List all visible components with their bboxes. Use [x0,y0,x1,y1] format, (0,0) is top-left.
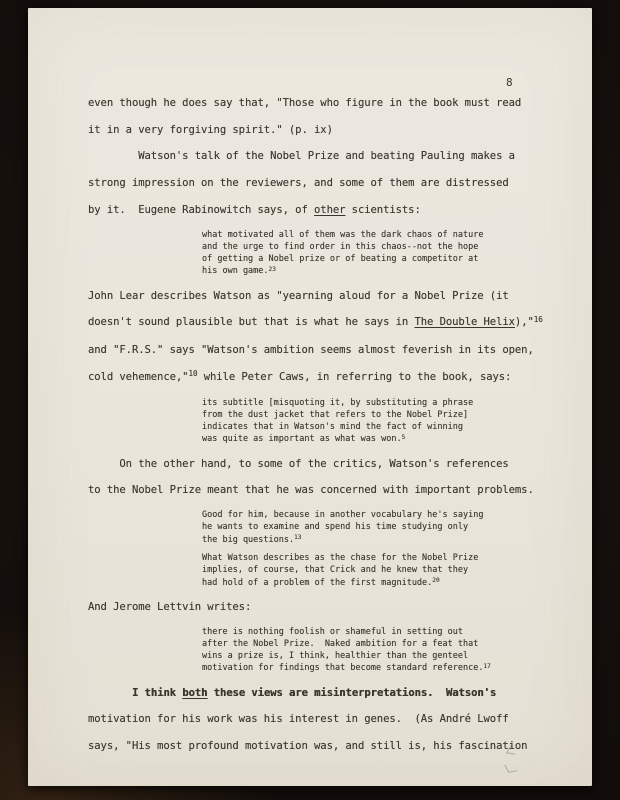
text-segment: was quite as important as what was won. [202,434,402,445]
text-line [88,143,580,170]
text-line [88,733,580,760]
text-segment: And Jerome Lettvin writes: [88,600,252,613]
text-line [202,521,580,533]
quote-lettvin [88,626,580,676]
text-line [88,594,580,621]
text-segment: motivation for findings that become standard reference. [202,663,484,674]
text-segment: and "F.R.S." says "Watson's ambition seems almost feverish in its open, [88,344,534,357]
footnote-reference: 13 [294,533,302,541]
text-segment: Good for him, because in another vocabulary he's saying [202,510,484,521]
footnote-reference: 5 [401,433,406,441]
text-segment: indicates that in Watson's mind the fact of winning [202,422,463,433]
paragraph-watsons-talk [88,143,580,223]
text-segment: its subtitle [misquoting it, by substituting a phrase [202,397,474,408]
text-segment: from the dust jacket that refers to the Nobel Prize] [202,409,469,420]
text-line [202,650,580,662]
page-number: 8 [506,76,513,89]
footnote-reference: 17 [483,662,491,670]
paragraph-other-hand [88,451,580,504]
text-segment: there is nothing foolish or shameful in setting out [202,626,463,637]
text-segment: had hold of a problem of the first magnitude. [202,577,433,588]
text-line [202,397,580,409]
text-segment: John Lear describes Watson as "yearning aloud for a Nobel Prize (it [88,289,509,302]
quote-chase [88,552,580,590]
text-line [88,680,580,707]
text-line [88,451,580,478]
paragraph-john-lear [88,283,580,392]
page-content [88,90,580,760]
text-segment: The Double Helix [414,316,515,329]
text-segment: while Peter Caws, in referring to the book, says: [197,370,512,383]
footnote-reference: 10 [188,369,198,379]
text-segment: Watson's talk of the Nobel Prize and beating Pauling makes a [88,150,515,163]
text-line [202,229,580,241]
text-segment: the big questions. [202,534,295,545]
text-segment: scientists: [345,203,421,216]
text-line [202,626,580,638]
paragraph-lettvin-intro [88,594,580,621]
text-line [202,265,580,278]
text-line [202,662,580,675]
text-segment: cold vehemence," [88,370,189,383]
text-line [202,552,580,564]
text-segment: On the other hand, to some of the critics, Watson's references [88,457,509,470]
text-segment: motivation for his work was his interest in genes. (As André Lwoff [88,713,509,726]
text-segment: it in a very forgiving spirit." (p. ix) [88,123,333,136]
text-line [202,253,580,265]
document-page [28,8,592,786]
text-line [88,309,580,337]
quote-good-for-him [88,509,580,547]
text-line [88,706,580,733]
text-line [202,509,580,521]
text-segment: he wants to examine and spend his time studying only [202,522,469,533]
text-line [202,433,580,446]
text-segment: even though he does say that, "Those who figure in the book must read [88,97,522,109]
text-segment: What Watson describes as the chase for the Nobel Prize [202,553,479,563]
text-segment: his own game. [202,266,269,277]
text-segment: after the Nobel Prize. Naked ambition for a feat that [202,638,479,649]
text-segment: by it. Eugene Rabinowitch says, of [88,203,315,216]
text-line [88,170,580,197]
text-line [202,421,580,433]
text-segment: other [314,203,346,216]
text-segment: doesn't sound plausible but that is what he says in [88,316,415,329]
text-line [88,364,580,392]
text-line [202,577,580,590]
text-segment: and the urge to find order in this chaos--not the hope [202,241,479,252]
text-segment: implies, of course, that Crick and he knew that they [202,565,469,576]
footnote-reference: 16 [533,314,543,324]
text-segment: )," [514,316,534,329]
text-line [88,337,580,364]
text-line [202,409,580,421]
text-segment: both [182,686,208,699]
text-line [202,564,580,576]
text-segment: to the Nobel Prize meant that he was concerned with important problems. [88,484,534,497]
text-segment: wins a prize is, I think, healthier than the genteel [202,651,469,662]
text-line [88,197,580,224]
text-segment: says, "His most profound motivation was, and still is, his fascination [88,740,528,753]
text-segment: of getting a Nobel prize or of beating a competitor at [202,254,479,265]
footnote-reference: 20 [432,576,440,584]
paragraph-conclusion [88,680,580,760]
text-segment: these views are misinterpretations. Watson's [207,686,497,699]
text-line [88,90,580,117]
text-segment: strong impression on the reviewers, and some of them are distressed [88,177,509,190]
footnote-reference: 23 [268,265,276,273]
quote-rabinowitch [88,229,580,279]
paragraph-opening [88,90,580,143]
text-segment: what motivated all of them was the dark chaos of nature [202,229,484,240]
text-line [88,117,580,144]
text-line [202,241,580,253]
quote-caws [88,397,580,447]
text-line [88,283,580,310]
text-segment: I think [88,686,183,699]
text-line [202,534,580,547]
text-line [88,477,580,504]
text-line [202,638,580,650]
pencil-mark-stroke [504,763,517,773]
